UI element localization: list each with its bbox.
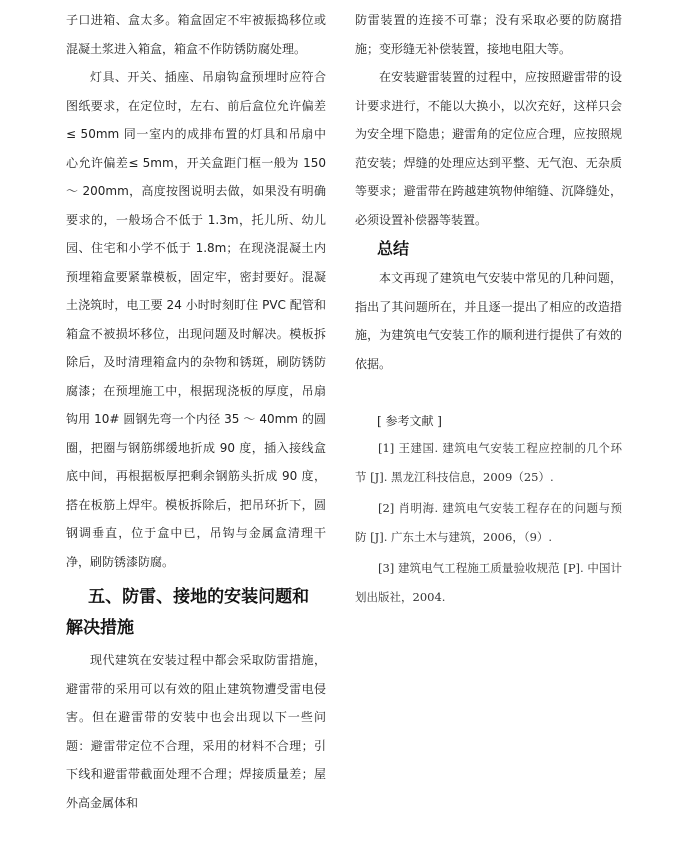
right-column (355, 6, 622, 612)
reference-item-3: [3] 建筑电气工程施工质量验收规范 [P]. 中国计划出版社，2004. (355, 561, 622, 604)
reference-item-2: [2] 肖明海. 建筑电气安装工程存在的问题与预防 [J]. 广东土木与建筑，2006，（9）. (355, 501, 622, 544)
paragraph-summary: 本文再现了建筑电气安装中常见的几种问题，指出了其问题所在，并且逐一提出了相应的改造措施，为建筑电气安装工作的顺利进行提供了有效的依据。 (355, 271, 622, 371)
paragraph-continuation: 子口进箱、盒太多。箱盒固定不牢被振捣移位或混凝土浆进入箱盒，箱盒不作防锈防腐处理。 (66, 13, 326, 56)
reference-item-1: [1] 王建国. 建筑电气安装工程应控制的几个环节 [J]. 黑龙江科技信息，2009（25）. (355, 441, 622, 484)
paragraph-lamp-installation: 灯具、开关、插座、吊扇钩盒预埋时应符合图纸要求，在定位时，左右、前后盒位允许偏差≤ 50mm 同一室内的成排布置的灯具和吊扇中心允许偏差≤ 5mm，开关盒距门框一般为 150 ～ 200mm，高度按图说明去做，如果没有明确要求的，一般场合不低于 1.3m，托儿所、幼儿园、住宅和小学不低于 1.8m；在现浇混凝土内预埋箱盒要紧靠模板，固定牢，密封要好。混凝土浇筑时，电工要 24 小时时刻盯住 PVC 配管和箱盒不被损坏移位，出现问题及时解决。模板拆除后，及时清理箱盒内的杂物和锈斑，刷防锈防腐漆；在预埋施工中，根据现浇板的厚度，吊扇钩用 10# 圆钢先弯一个内径 35 ～ 40mm 的圆圈，把圈与钢筋绑缓地折成 90 度，插入接线盒底中间，再根据板厚把剩余钢筋头折成 90 度，搭在板筋上焊牢。模板拆除后，把吊环折下，圆钢调垂直，位于盒中已，吊钩与金属盒清理干净，刷防锈漆防腐。 (66, 70, 326, 569)
paragraph-continuation-right: 防雷装置的连接不可靠；没有采取必要的防腐措施；变形缝无补偿装置，接地电阻大等。 (355, 13, 622, 56)
summary-heading: 总结 (377, 239, 410, 258)
left-column (66, 6, 326, 817)
paragraph-lightning-installation: 在安装避雷装置的过程中，应按照避雷带的设计要求进行，不能以大换小，以次充好，这样只会为安全埋下隐患；避雷角的定位应合理，应按照规范安装；焊缝的处理应达到平整、无气泡、无杂质等要求；避雷带在跨越建筑物伸缩缝、沉降缝处，必须设置补偿器等装置。 (355, 70, 622, 227)
references-heading: [ 参考文献 ] (377, 414, 442, 428)
paragraph-lightning-problems: 现代建筑在安装过程中都会采取防雷措施，避雷带的采用可以有效的阻止建筑物遭受雷电侵害。但在避雷带的安装中也会出现以下一些问题：避雷带定位不合理，采用的材料不合理；引下线和避雷带截面处理不合理；焊接质量差；屋外高金属体和 (66, 653, 326, 810)
section-heading-lightning-grounding: 五、防雷、接地的安装问题和解决措施 (66, 587, 310, 638)
